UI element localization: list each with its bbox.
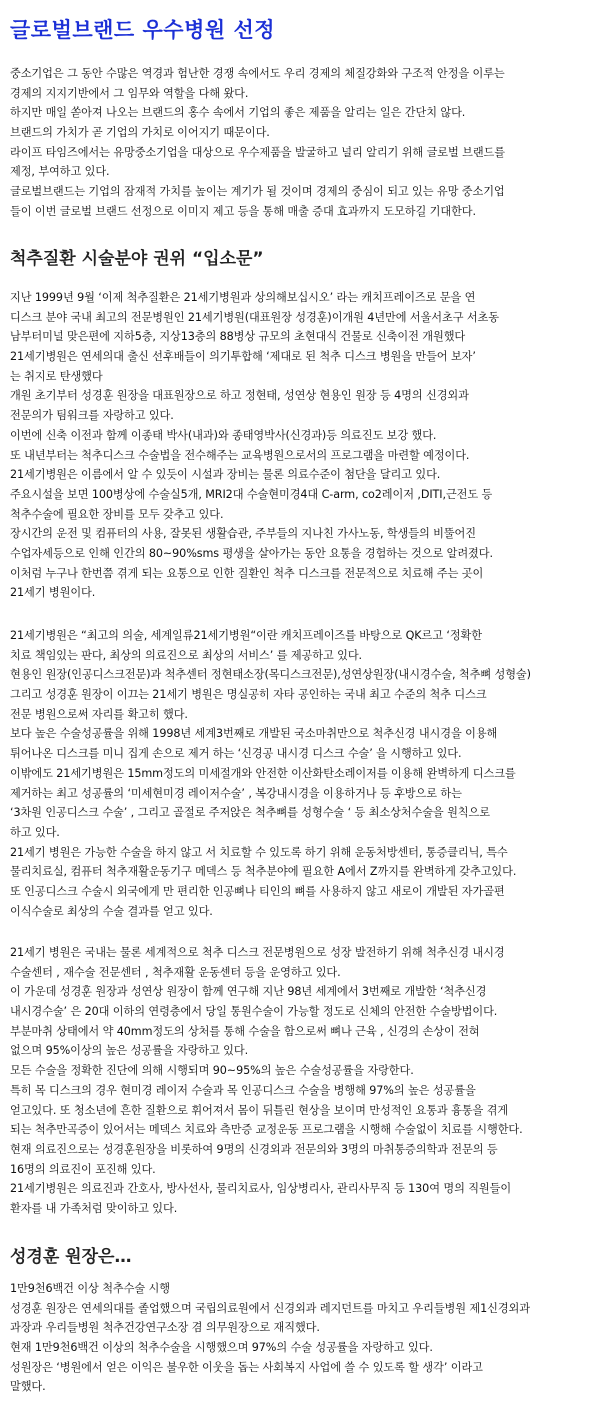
text-line: 과장과 우리들병원 척추건강연구소장 겸 의무원장으로 재직했다. <box>10 1321 320 1335</box>
text-line: 중소기업은 그 동안 수많은 역경과 험난한 경쟁 속에서도 우리 경제의 체질강화와 구조적 안정을 이루는 <box>10 67 505 80</box>
text-line: 글로벌브랜드는 기업의 잠재적 가치를 높이는 계기가 될 것이며 경제의 중심이 되고 있는 유망 중소기업 <box>10 185 505 199</box>
text-line: 이번에 신축 이전과 함께 이종태 박사(내과)와 종태영박사(신경과)등 의료진도 보강 했다. <box>10 428 437 442</box>
text-line: 는 취지로 탄생했다 <box>10 369 103 383</box>
text-line: 1만9천6백건 이상 척추수술 시행 <box>10 1282 170 1295</box>
text-line: 제거하는 최고 성공률의 ‘미세현미경 레이저수술’ , 복강내시경을 이용하거나 등 후방으로 하는 <box>10 786 462 800</box>
text-line: 수업자세등으로 인해 인간의 80~90%sms 평생을 살아가는 동안 요통을 경험하는 것으로 알려졌다. <box>10 546 493 560</box>
text-line: 이식수술로 최상의 수술 결과를 얻고 있다. <box>10 904 213 918</box>
text-line: 현재 의료진으로는 성경훈원장을 비롯하여 9명의 신경외과 전문의와 3명의 마취통증의학과 전문의 등 <box>10 1142 498 1156</box>
text-line: 21세기병원은 의료진과 간호사, 방사선사, 물리치료사, 임상병리사, 관리사무직 등 130여 명의 직원들이 <box>10 1182 512 1196</box>
text-line: 성경훈 원장은 연세의대를 졸업했으며 국립의료원에서 신경외과 레지던트를 마치고 우리들병원 제1신경외과 <box>10 1301 530 1315</box>
text-line: 하지만 매일 쏟아져 나오는 브랜드의 홍수 속에서 기업의 좋은 제품을 알리는 일은 간단치 않다. <box>10 106 466 120</box>
intro-paragraph <box>10 64 592 222</box>
text-line: 말했다. <box>10 1380 46 1394</box>
text-line: 특히 목 디스크의 경우 현미경 레이저 수술과 목 인공디스크 수술을 병행해 97%의 높은 성공률을 <box>10 1083 476 1097</box>
hospital-services-paragraph <box>10 626 592 921</box>
text-line: 이 가운데 성경훈 원장과 성연상 원장이 함께 연구해 지난 98년 세계에서 3번째로 개발한 ‘척추신경 <box>10 985 487 999</box>
text-line: 21세기 병원은 가능한 수술을 하지 않고 서 치료할 수 있도록 하기 위해 운동처방센터, 통증클리닉, 특수 <box>10 845 508 859</box>
text-line: 제정, 부여하고 있다. <box>10 165 110 179</box>
text-line: 모든 수술을 정확한 진단에 의해 시행되며 90~95%의 높은 수술성공률을 자랑한다. <box>10 1064 414 1078</box>
text-line: 현용인 원장(인공디스크전문)과 척추센터 정현태소장(목디스크전문),성연상원장(내시경수술, 척추뼈 성형술) <box>10 668 531 682</box>
text-line: 지난 1999년 9월 ‘이제 척추질환은 21세기병원과 상의해보십시오’ 라는 캐치프레이즈로 문을 연 <box>10 291 476 304</box>
text-line: 내시경수술’ 은 20대 이하의 연령층에서 당일 통원수술이 가능할 정도로 신체의 안전한 수술방법이다. <box>10 1005 498 1019</box>
text-line: 21세기병원은 이름에서 알 수 있듯이 시설과 장비는 물론 의료수준이 첨단을 달리고 있다. <box>10 468 441 482</box>
director-profile-paragraph <box>10 1279 592 1397</box>
section-heading-spine-authority: 척추질환 시술분야 권위 “입소문” <box>10 249 264 269</box>
section-heading-director: 성경훈 원장은… <box>10 1247 132 1267</box>
hospital-history-paragraph <box>10 288 592 603</box>
text-line: 라이프 타임즈에서는 유망중소기업을 대상으로 우수제품을 발굴하고 널리 알리기 위해 글로벌 브랜드를 <box>10 145 505 159</box>
text-line: 브랜드의 가치가 곧 기업의 가치로 이어지기 때문이다. <box>10 126 270 140</box>
text-line: 21세기병원은 “최고의 의술, 세계일류21세기병원“이란 캐치프레이즈를 바탕으로 QK르고 ‘정확한 <box>10 629 482 642</box>
text-line: 현재 1만9천6백건 이상의 척추수술을 시행했으며 97%의 수술 성공률을 자랑하고 있다. <box>10 1341 433 1355</box>
text-line: 경제의 지지기반에서 그 임무와 역할을 다해 왔다. <box>10 86 249 100</box>
text-line: 전문 병원으로써 자리를 확고히 했다. <box>10 707 188 721</box>
text-line: 성원장은 ‘병원에서 얻은 이익은 불우한 이웃을 돕는 사회복지 사업에 쓸 수 있도록 할 생각’ 이라고 <box>10 1360 483 1374</box>
text-line: 또 내년부터는 척추디스크 수술법을 전수해주는 교육병원으로서의 프로그램을 마련할 예정이다. <box>10 448 470 462</box>
text-line: 전문의가 팀워크를 자랑하고 있다. <box>10 409 174 423</box>
text-line: 되는 척추만곡증이 있어서는 메덱스 치료와 측만증 교정운동 프로그램을 시행해 수술없이 치료를 시행한다. <box>10 1123 523 1137</box>
text-line: 부분마취 상태에서 약 40mm정도의 상처를 통해 수술을 함으로써 뼈나 근육 , 신경의 손상이 전혀 <box>10 1024 480 1038</box>
text-line: 장시간의 운전 및 컴퓨터의 사용, 잘못된 생활습관, 주부들의 지나친 가사노동, 학생들의 비뚤어진 <box>10 527 476 541</box>
text-line: 16명의 의료진이 포진해 있다. <box>10 1162 156 1176</box>
text-line: 척추수술에 필요한 장비를 모두 갖추고 있다. <box>10 507 224 521</box>
text-line: 남부터미널 맞은편에 지하5층, 지상13층의 88병상 규모의 초현대식 건물로 신축이전 개원했다 <box>10 330 466 344</box>
text-line: 이밖에도 21세기병원은 15mm정도의 미세절개와 안전한 이산화탄소레이저를 이용해 완벽하게 디스크를 <box>10 766 516 780</box>
text-line: ‘3차원 인공디스크 수술’ , 그리고 골절로 주저앉은 척추뼈를 성형수술 ‘ 등 최소상처수술을 원칙으로 <box>10 806 490 820</box>
text-line: 얻고있다. 또 청소년에 흔한 질환으로 휘어져서 몸이 뒤틀린 현상을 보이며 만성적인 요통과 흉통을 겪게 <box>10 1103 509 1117</box>
text-line: 물리치료실, 컴퓨터 척추재활운동기구 메덱스 등 척추분야에 필요한 A에서 Z까지를 완벽하게 갖추고있다. <box>10 865 517 879</box>
text-line: 보다 높은 수술성공률을 위해 1998년 세계3번째로 개발된 국소마취만으로 척추신경 내시경을 이용해 <box>10 727 498 741</box>
hospital-centers-paragraph <box>10 943 592 1219</box>
text-line: 이처럼 누구나 한번쯤 겪게 되는 요통으로 인한 질환인 척추 디스크를 전문적으로 치료해 주는 곳이 <box>10 566 484 580</box>
article-title: 글로벌브랜드 우수병원 선정 <box>10 18 276 42</box>
text-line: 수술센터 , 재수술 전문센터 , 척추재활 운동센터 등을 운영하고 있다. <box>10 965 341 979</box>
text-line: 튀어나온 디스크를 미니 집게 손으로 제거 하는 ‘신경공 내시경 디스크 수술’ 을 시행하고 있다. <box>10 747 462 761</box>
text-line: 디스크 분야 국내 최고의 전문병원인 21세기병원(대표원장 성경훈)이개원 4년만에 서울서초구 서초동 <box>10 310 499 324</box>
text-line: 개원 초기부터 성경훈 원장을 대표원장으로 하고 정현태, 성연상 현용인 원장 등 4명의 신경외과 <box>10 389 469 403</box>
text-line: 또 인공디스크 수술시 외국에게 만 편리한 인공뼈나 티인의 뼈를 사용하지 않고 새로이 개발된 자가골편 <box>10 884 505 898</box>
text-line: 21세기병원은 연세의대 출신 선후배들이 의기투합해 ‘제대로 된 척추 디스크 병원을 만들어 보자’ <box>10 350 476 364</box>
text-line: 그리고 성경훈 원장이 이끄는 21세기 병원은 명실공히 자타 공인하는 국내 최고 수준의 척추 디스크 <box>10 688 487 702</box>
text-line: 주요시설을 보면 100병상에 수술실5개, MRI2대 수술현미경4대 C-arm, co2레이저 ,DITI,근전도 등 <box>10 487 493 501</box>
text-line: 21세기 병원은 국내는 물론 세계적으로 척추 디스크 전문병원으로 성장 발전하기 위해 척추신경 내시경 <box>10 946 505 959</box>
text-line: 없으며 95%이상의 높은 성공률을 자랑하고 있다. <box>10 1044 249 1058</box>
text-line: 하고 있다. <box>10 825 60 839</box>
text-line: 치료 책임있는 판다, 최상의 의료진으로 최상의 서비스’ 를 제공하고 있다. <box>10 648 362 662</box>
text-line: 들이 이번 글로벌 브랜드 선정으로 이미지 제고 등을 통해 매출 증대 효과까지 도모하길 기대한다. <box>10 204 476 218</box>
text-line: 환자를 내 가족처럼 맞이하고 있다. <box>10 1201 178 1215</box>
text-line: 21세기 병원이다. <box>10 586 96 600</box>
